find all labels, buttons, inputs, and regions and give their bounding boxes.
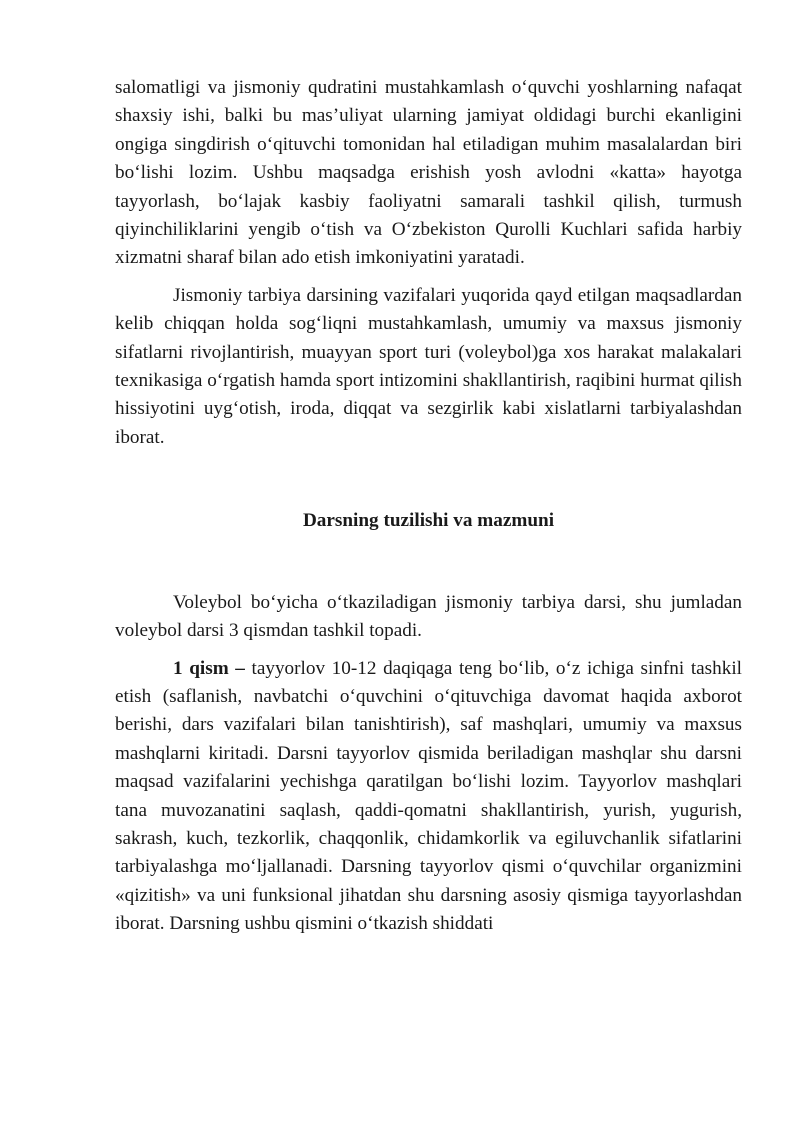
paragraph-2: Jismoniy tarbiya darsining vazifalari yuqorida qayd etilgan maqsadlardan kelib chiqqan holda sog‘liqni mustahkamlash, umumiy va maxsus jismoniy sifatlarni rivojlantirish, muayyan sport turi (voleybol)ga xos harakat malakalari texnikasiga o‘rgatish hamda sport intizomini shakllantirish, raqibini hurmat qilish hissiyotini uyg‘otish, iroda, diqqat va sezgirlik kabi xislatlarni tarbiyalashdan iborat. — [115, 284, 742, 448]
paragraph-4-body: tayyorlov 10-12 daqiqaga teng bo‘lib, o‘z ichiga sinfni tashkil etish (saflanish, navbatchi o‘quvchini o‘qituvchiga davomat haqida axborot berishi, dars vazifalari bilan tanishtirish), saf mashqlari, umumiy va maxsus mashqlarni kiritadi. Darsni tayyorlov qismida beriladigan mashqlar shu darsni maqsad vazifalarini yechishga qaratilgan bo‘lishi lozim. Tayyorlov mashqlari tana muvozanatini saqlash, qaddi-qomatni shakllantirish, yurish, yugurish, sakrash, kuch, tezkorlik, chaqqonlik, chidamkorlik va egiluvchanlik sifatlarini tarbiyalashga mo‘ljallanadi. Darsning tayyorlov qismi o‘quvchilar organizmini «qizitish» va uni funksional jihatdan shu darsning asosiy qismiga tayyorlashdan iborat. Darsning ushbu qismini o‘tkazish shiddati — [115, 657, 742, 935]
paragraph-3: Voleybol bo‘yicha o‘tkaziladigan jismoniy tarbiya darsi, shu jumladan voleybol darsi 3 qismdan tashkil topadi. — [115, 591, 742, 642]
document-page — [115, 74, 742, 939]
paragraph-4-lead: 1 qism – — [173, 657, 245, 679]
paragraph-4 — [115, 655, 742, 939]
paragraph-1: salomatligi va jismoniy qudratini mustahkamlash o‘quvchi yoshlarning nafaqat shaxsiy ishi, balki bu mas’uliyat ularning jamiyat oldidagi burchi ekanligini ongiga singdirish o‘qituvchi tomonidan hal etiladigan muhim masalalardan biri bo‘lishi lozim. Ushbu maqsadga erishish yosh avlodni «katta» hayotga tayyorlash, bo‘lajak kasbiy faoliyatni samarali tashkil qilish, turmush qiyinchiliklarini yengib o‘tish va O‘zbekiston Qurolli Kuchlari safida harbiy xizmatni sharaf bilan ado etish imkoniyatini yaratadi. — [115, 77, 742, 269]
section-heading: Darsning tuzilishi va mazmuni — [302, 510, 555, 532]
